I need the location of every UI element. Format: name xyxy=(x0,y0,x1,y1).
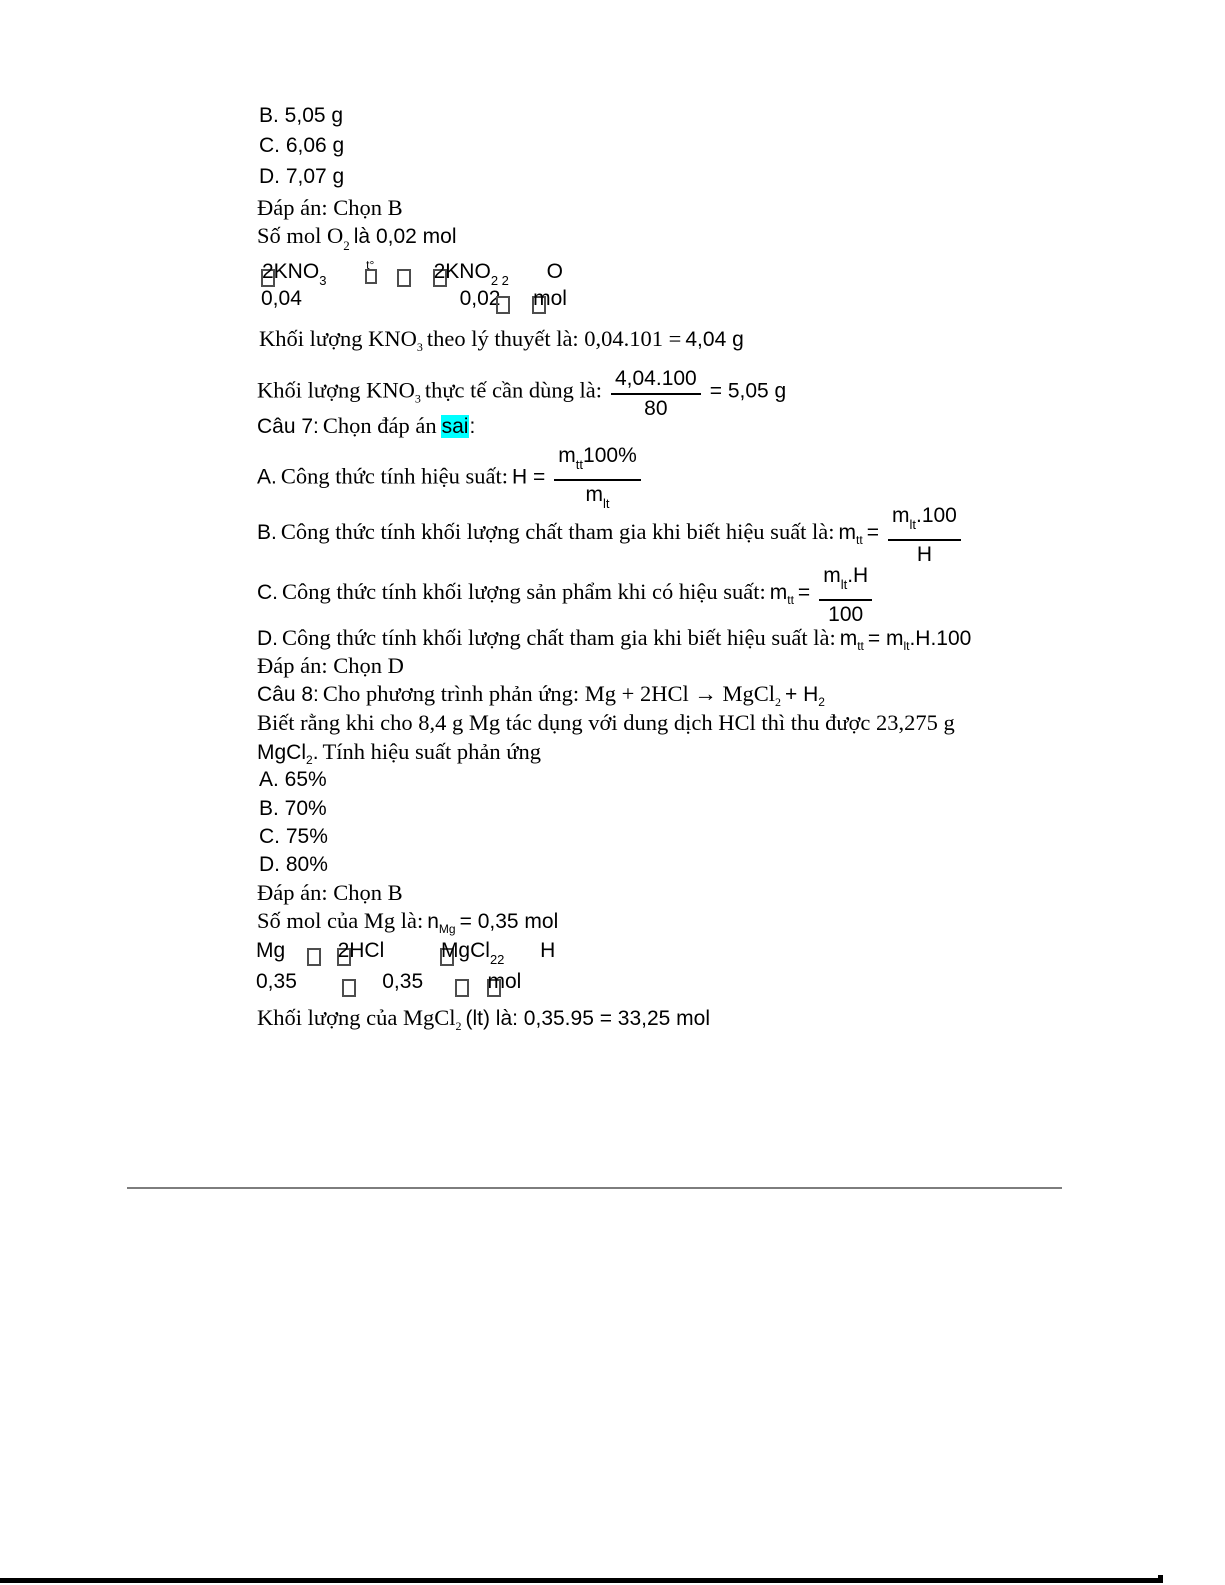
subscript: tt xyxy=(857,639,864,653)
subscript: 2 2 xyxy=(490,273,509,288)
answer-line-q8: Đáp án: Chọn B xyxy=(257,880,403,905)
subscript: lt xyxy=(903,639,910,653)
fraction: $\frac{m_{lt}.100}{H}$ xyxy=(888,503,961,568)
option-c-q6: C. 6,06 g xyxy=(259,134,345,157)
mg-equation-mols: 0,35 0,35 mol xyxy=(256,967,521,997)
option-c-q8: C. 75% xyxy=(259,825,328,848)
missing-glyph-box xyxy=(342,979,356,997)
option-d-q6: D. 7,07 g xyxy=(259,165,345,188)
subscript: 2 xyxy=(306,753,313,767)
mol-mg-line: Số mol của Mg là: $n_{Mg} = 0,35$ mol xyxy=(257,908,559,936)
answer-line-q6: Đáp án: Chọn B xyxy=(257,195,403,220)
mg-equation: Mg 2HCl MgCl$_{22}$ H xyxy=(256,939,556,967)
answer-line-q7: Đáp án: Chọn D xyxy=(257,653,404,678)
missing-glyph-box xyxy=(307,948,321,966)
kno3-equation: $2KNO_3$ $^{t^\circ}$ $2KNO_{2 2}$ O xyxy=(262,258,563,288)
option-c-q7: C. Công thức tính khối lượng sản phẩm khi có hiệu suất: $m_{tt}$ = $\frac{m_{lt}.H}{100}$ xyxy=(257,563,877,628)
subscript: 2 xyxy=(818,695,825,709)
theory-mass-line: Khối lượng $KNO_3$ theo lý thuyết là: 0,04.101 = 4,04 g xyxy=(259,326,744,354)
missing-glyph-box xyxy=(496,296,510,314)
option-b-q6: B. 5,05 g xyxy=(259,104,344,127)
mol-o2-line: Số mol $O_2$ là 0,02 mol xyxy=(257,223,457,253)
subscript: 3 xyxy=(416,340,423,354)
missing-glyph-box xyxy=(365,269,377,284)
fraction: $\frac{m_{tt}100\%}{m_{lt}}$ xyxy=(554,443,640,517)
subscript: tt xyxy=(856,533,863,548)
question-7-title: Câu 7: Chọn đáp án sai: xyxy=(257,413,476,438)
highlighted-word: sai xyxy=(441,415,469,438)
q8-given-line-1: Biết rằng khi cho 8,4 g Mg tác dụng với dung dịch HCl thì thu được 23,275 g xyxy=(257,710,955,735)
subscript: Mg xyxy=(438,922,456,936)
screen-bottom-edge-tick xyxy=(1158,1575,1163,1583)
subscript: lt xyxy=(909,517,916,532)
mass-mgcl2-line: Khối lượng của MgCl$_2$ (lt) là: 0,35.95 = 33,25 mol xyxy=(257,1005,711,1033)
temperature-label: t° xyxy=(366,258,375,272)
missing-glyph-box xyxy=(455,979,469,997)
kno3-equation-mols: 0,04 0,02 mol xyxy=(261,284,567,314)
subscript: 2 xyxy=(343,238,350,253)
actual-mass-line: Khối lượng $KNO_3$ thực tế cần dùng là: $\frac{4,04.100}{80}$ = 5,05 g xyxy=(257,367,787,420)
page-separator-rule xyxy=(127,1187,1062,1189)
subscript: tt xyxy=(575,457,584,472)
fraction: $\frac{m_{lt}.H}{100}$ xyxy=(819,563,872,628)
subscript: lt xyxy=(603,496,610,511)
subscript: 3 xyxy=(319,273,327,288)
subscript: tt xyxy=(787,593,794,608)
option-b-q8: B. 70% xyxy=(259,797,327,820)
q8-given-line-2: MgCl$_2$. Tính hiệu suất phản ứng xyxy=(257,739,541,767)
question-8-title: Câu 8: Cho phương trình phản ứng: Mg + 2HCl → MgCl$_2$ + $H_2$ xyxy=(257,681,825,709)
fraction: $\frac{4,04.100}{80}$ xyxy=(611,366,701,422)
subscript: 2 xyxy=(775,695,782,709)
option-a-q7: A. Công thức tính hiệu suất: H = $\frac{m_{tt}100\%}{m_{lt}}$ xyxy=(257,443,646,517)
subscript: lt xyxy=(840,577,848,592)
option-b-q7: B. Công thức tính khối lượng chất tham gia khi biết hiệu suất là: $m_{tt}$ = $\frac{m_{lt}.100}{H}$ xyxy=(257,503,966,568)
option-d-q7: D. Công thức tính khối lượng chất tham gia khi biết hiệu suất là: $m_{tt} = m_{lt}.H.100$ xyxy=(257,625,972,653)
option-d-q8: D. 80% xyxy=(259,853,328,876)
option-a-q8: A. 65% xyxy=(259,768,327,791)
subscript: 22 xyxy=(489,952,505,967)
screen-bottom-edge xyxy=(0,1578,1163,1583)
subscript: 3 xyxy=(414,391,421,406)
subscript: 2 xyxy=(455,1019,462,1033)
